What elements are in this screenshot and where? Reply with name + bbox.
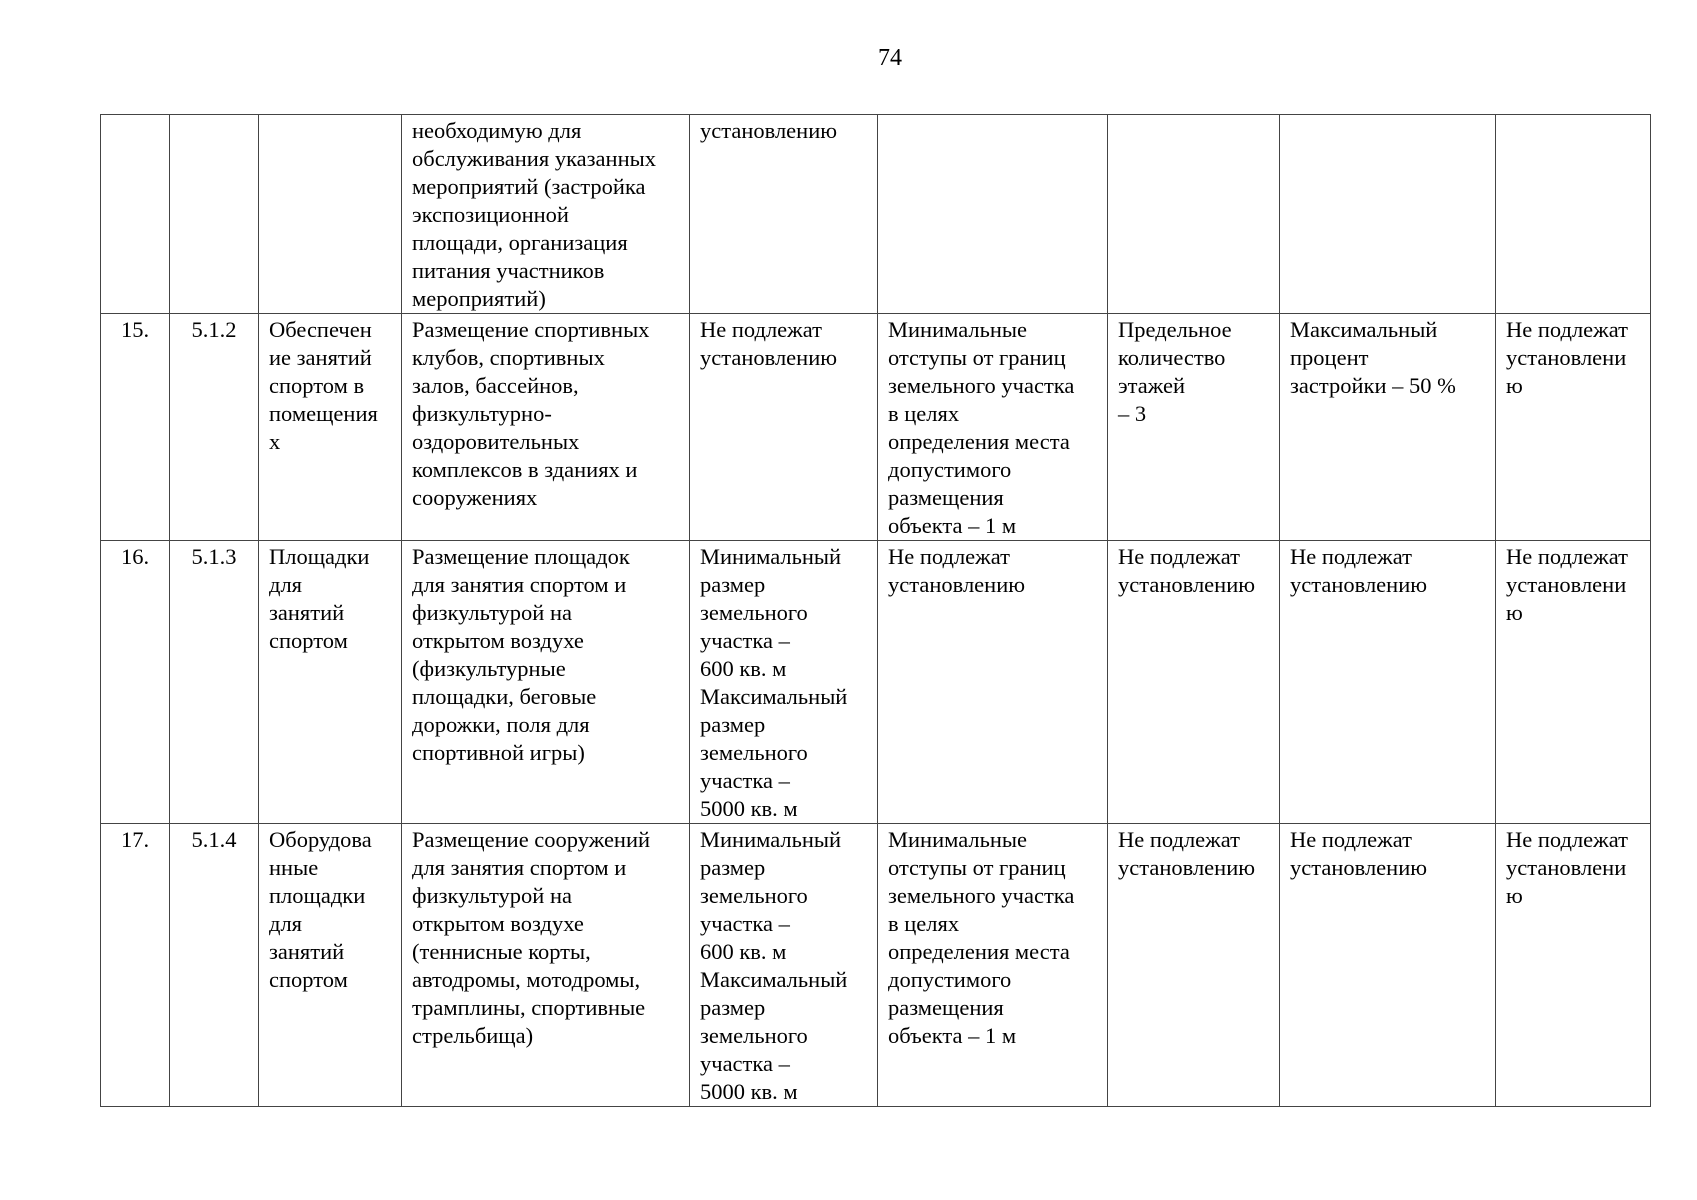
- cell-description: Размещение площадок для занятия спортом и физкультурой на открытом воздухе (физкультурные площадки, беговые дорожки, поля для спортивной игры): [402, 541, 690, 824]
- cell-restrictions: [1496, 115, 1651, 314]
- cell-name: Обеспечен ие занятий спортом в помещения х: [259, 314, 402, 541]
- cell-floors: Предельное количество этажей – 3: [1108, 314, 1280, 541]
- cell-description: Размещение сооружений для занятия спортом и физкультурой на открытом воздухе (теннисные корты, автодромы, мотодромы, трамплины, спортивные стрельбища): [402, 824, 690, 1107]
- cell-number: 17.: [101, 824, 170, 1107]
- cell-restrictions: Не подлежат установлени ю: [1496, 824, 1651, 1107]
- table-row: [101, 824, 1651, 1107]
- cell-number: [101, 115, 170, 314]
- cell-setbacks: [878, 115, 1108, 314]
- cell-setbacks: Минимальные отступы от границ земельного участка в целях определения места допустимого размещения объекта – 1 м: [878, 314, 1108, 541]
- cell-description: необходимую для обслуживания указанных мероприятий (застройка экспозиционной площади, организация питания участников мероприятий): [402, 115, 690, 314]
- cell-name: Площадки для занятий спортом: [259, 541, 402, 824]
- table-row: [101, 541, 1651, 824]
- cell-setbacks: Минимальные отступы от границ земельного участка в целях определения места допустимого размещения объекта – 1 м: [878, 824, 1108, 1107]
- cell-plot-size: Не подлежат установлению: [690, 314, 878, 541]
- cell-restrictions: Не подлежат установлени ю: [1496, 314, 1651, 541]
- cell-code: [170, 115, 259, 314]
- cell-name: Оборудова нные площадки для занятий спортом: [259, 824, 402, 1107]
- cell-number: 15.: [101, 314, 170, 541]
- cell-coverage: [1280, 115, 1496, 314]
- cell-description: Размещение спортивных клубов, спортивных залов, бассейнов, физкультурно- оздоровительных комплексов в зданиях и сооружениях: [402, 314, 690, 541]
- cell-restrictions: Не подлежат установлени ю: [1496, 541, 1651, 824]
- cell-code: 5.1.4: [170, 824, 259, 1107]
- table-row: [101, 314, 1651, 541]
- cell-coverage: Не подлежат установлению: [1280, 541, 1496, 824]
- cell-name: [259, 115, 402, 314]
- zoning-regulations-table: [100, 114, 1651, 1107]
- cell-coverage: Не подлежат установлению: [1280, 824, 1496, 1107]
- cell-floors: Не подлежат установлению: [1108, 541, 1280, 824]
- cell-plot-size: Минимальный размер земельного участка – 600 кв. м Максимальный размер земельного участка – 5000 кв. м: [690, 824, 878, 1107]
- page-number: 74: [878, 45, 902, 71]
- cell-code: 5.1.3: [170, 541, 259, 824]
- cell-plot-size: Минимальный размер земельного участка – 600 кв. м Максимальный размер земельного участка – 5000 кв. м: [690, 541, 878, 824]
- cell-code: 5.1.2: [170, 314, 259, 541]
- cell-plot-size: установлению: [690, 115, 878, 314]
- cell-floors: Не подлежат установлению: [1108, 824, 1280, 1107]
- cell-coverage: Максимальный процент застройки – 50 %: [1280, 314, 1496, 541]
- cell-number: 16.: [101, 541, 170, 824]
- table-row: [101, 115, 1651, 314]
- cell-floors: [1108, 115, 1280, 314]
- cell-setbacks: Не подлежат установлению: [878, 541, 1108, 824]
